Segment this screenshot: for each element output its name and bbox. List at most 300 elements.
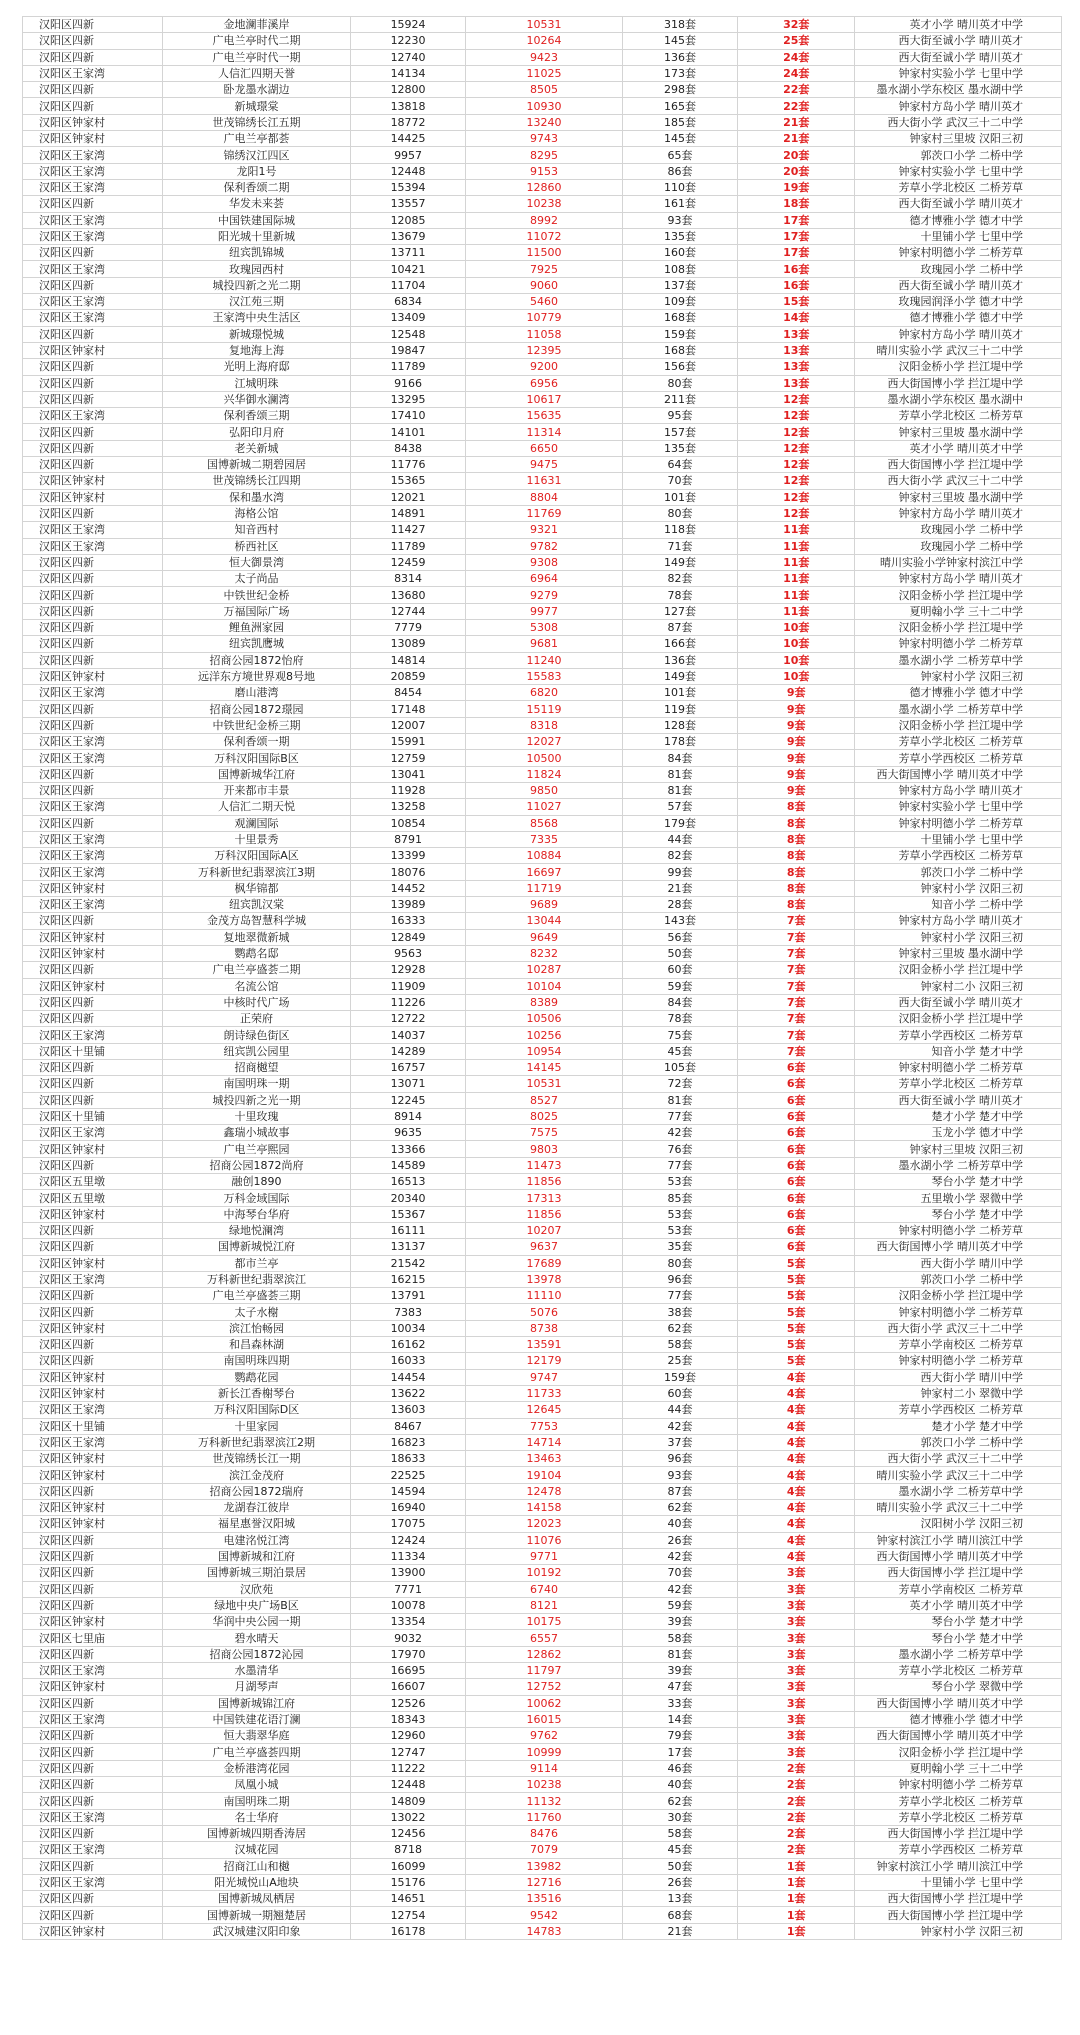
sold-cell: 11套	[738, 538, 855, 554]
table-row	[23, 1174, 1062, 1190]
listings-cell: 53套	[622, 1174, 737, 1190]
area-cell: 汉阳区王家湾	[23, 1809, 163, 1825]
schools-cell: 钟家村三里坡 汉阳三初	[855, 131, 1062, 147]
community-cell: 万科金域国际	[163, 1190, 351, 1206]
area-cell: 汉阳区四新	[23, 554, 163, 570]
sold-cell: 12套	[738, 408, 855, 424]
listings-cell: 42套	[622, 1548, 737, 1564]
price-cell: 8314	[350, 571, 465, 587]
schools-cell: 芳草小学北校区 二桥芳草	[855, 1076, 1062, 1092]
schools-cell: 玫瑰园小学 二桥中学	[855, 538, 1062, 554]
listings-cell: 28套	[622, 897, 737, 913]
area-cell: 汉阳区钟家村	[23, 1679, 163, 1695]
community-cell: 国博新城华江府	[163, 766, 351, 782]
sold-cell: 17套	[738, 212, 855, 228]
sold-cell: 4套	[738, 1516, 855, 1532]
community-cell: 桥西社区	[163, 538, 351, 554]
sold-cell: 13套	[738, 326, 855, 342]
price-cell: 10078	[350, 1597, 465, 1613]
schools-cell: 十里铺小学 七里中学	[855, 228, 1062, 244]
table-row	[23, 1597, 1062, 1613]
area-cell: 汉阳区钟家村	[23, 1467, 163, 1483]
sold-cell: 4套	[738, 1369, 855, 1385]
listings-cell: 137套	[622, 277, 737, 293]
area-cell: 汉阳区四新	[23, 1777, 163, 1793]
sold-cell: 7套	[738, 913, 855, 929]
price-cell: 11928	[350, 782, 465, 798]
area-cell: 汉阳区王家湾	[23, 750, 163, 766]
listings-cell: 157套	[622, 424, 737, 440]
community-cell: 南国明珠四期	[163, 1353, 351, 1369]
area-cell: 汉阳区钟家村	[23, 1923, 163, 1939]
listings-cell: 149套	[622, 554, 737, 570]
price-cell: 12740	[350, 49, 465, 65]
table-row	[23, 326, 1062, 342]
area-cell: 汉阳区四新	[23, 326, 163, 342]
table-row	[23, 49, 1062, 65]
sold-cell: 8套	[738, 897, 855, 913]
table-row	[23, 17, 1062, 33]
price-cell: 14651	[350, 1891, 465, 1907]
hot-price-cell: 13240	[466, 114, 623, 130]
price-cell: 12085	[350, 212, 465, 228]
listings-cell: 166套	[622, 636, 737, 652]
listings-cell: 44套	[622, 831, 737, 847]
area-cell: 汉阳区四新	[23, 636, 163, 652]
schools-cell: 西大街至诚小学 晴川英才	[855, 277, 1062, 293]
sold-cell: 5套	[738, 1255, 855, 1271]
table-row	[23, 1418, 1062, 1434]
community-cell: 国博新城凤栖居	[163, 1891, 351, 1907]
sold-cell: 12套	[738, 457, 855, 473]
schools-cell: 钟家村明德小学 二桥芳草	[855, 1060, 1062, 1076]
schools-cell: 钟家村方岛小学 晴川英才	[855, 571, 1062, 587]
schools-cell: 钟家村明德小学 二桥芳草	[855, 245, 1062, 261]
area-cell: 汉阳区四新	[23, 587, 163, 603]
community-cell: 福星惠誉汉阳城	[163, 1516, 351, 1532]
hot-price-cell: 11025	[466, 65, 623, 81]
hot-price-cell: 14158	[466, 1500, 623, 1516]
table-row	[23, 994, 1062, 1010]
sold-cell: 8套	[738, 880, 855, 896]
area-cell: 汉阳区王家湾	[23, 1434, 163, 1450]
area-cell: 汉阳区四新	[23, 82, 163, 98]
listings-cell: 87套	[622, 1483, 737, 1499]
hot-price-cell: 9475	[466, 457, 623, 473]
price-cell: 12424	[350, 1532, 465, 1548]
hot-price-cell: 12716	[466, 1874, 623, 1890]
community-cell: 招商公园1872璟园	[163, 701, 351, 717]
community-cell: 汉江苑三期	[163, 294, 351, 310]
hot-price-cell: 12027	[466, 734, 623, 750]
price-cell: 16178	[350, 1923, 465, 1939]
hot-price-cell: 8738	[466, 1320, 623, 1336]
area-cell: 汉阳区王家湾	[23, 1874, 163, 1890]
schools-cell: 钟家村二小 翠微中学	[855, 1385, 1062, 1401]
community-cell: 鲤鱼洲家园	[163, 619, 351, 635]
listings-cell: 78套	[622, 587, 737, 603]
listings-cell: 96套	[622, 1451, 737, 1467]
price-cell: 11226	[350, 994, 465, 1010]
community-cell: 新城璟悦城	[163, 326, 351, 342]
table-row	[23, 1565, 1062, 1581]
listings-cell: 53套	[622, 1222, 737, 1238]
price-cell: 16215	[350, 1271, 465, 1287]
schools-cell: 琴台小学 楚才中学	[855, 1630, 1062, 1646]
price-cell: 12007	[350, 717, 465, 733]
table-row	[23, 1500, 1062, 1516]
table-row	[23, 1793, 1062, 1809]
table-row	[23, 734, 1062, 750]
price-cell: 12448	[350, 163, 465, 179]
table-row	[23, 1239, 1062, 1255]
hot-price-cell: 10062	[466, 1695, 623, 1711]
community-cell: 国博新城锦江府	[163, 1695, 351, 1711]
price-cell: 14454	[350, 1369, 465, 1385]
listings-cell: 84套	[622, 750, 737, 766]
price-cell: 8467	[350, 1418, 465, 1434]
listings-cell: 119套	[622, 701, 737, 717]
community-cell: 凤凰小城	[163, 1777, 351, 1793]
community-cell: 老关新城	[163, 440, 351, 456]
sold-cell: 6套	[738, 1076, 855, 1092]
listings-cell: 47套	[622, 1679, 737, 1695]
hot-price-cell: 8505	[466, 82, 623, 98]
area-cell: 汉阳区钟家村	[23, 929, 163, 945]
table-row	[23, 1614, 1062, 1630]
community-cell: 新城璟棠	[163, 98, 351, 114]
sold-cell: 7套	[738, 962, 855, 978]
listings-cell: 87套	[622, 619, 737, 635]
schools-cell: 十里铺小学 七里中学	[855, 1874, 1062, 1890]
listings-cell: 168套	[622, 310, 737, 326]
table-row	[23, 391, 1062, 407]
hot-price-cell: 10500	[466, 750, 623, 766]
sold-cell: 3套	[738, 1711, 855, 1727]
sold-cell: 3套	[738, 1646, 855, 1662]
sold-cell: 8套	[738, 815, 855, 831]
area-cell: 汉阳区四新	[23, 1076, 163, 1092]
sold-cell: 8套	[738, 831, 855, 847]
price-cell: 16940	[350, 1500, 465, 1516]
area-cell: 汉阳区四新	[23, 1011, 163, 1027]
table-row	[23, 1304, 1062, 1320]
table-row	[23, 1271, 1062, 1287]
sold-cell: 12套	[738, 505, 855, 521]
community-cell: 南国明珠二期	[163, 1793, 351, 1809]
schools-cell: 钟家村二小 汉阳三初	[855, 978, 1062, 994]
price-cell: 15365	[350, 473, 465, 489]
schools-cell: 西大街国博小学 拦江堤中学	[855, 1565, 1062, 1581]
listings-cell: 136套	[622, 652, 737, 668]
sold-cell: 9套	[738, 734, 855, 750]
sold-cell: 2套	[738, 1793, 855, 1809]
area-cell: 汉阳区钟家村	[23, 880, 163, 896]
community-cell: 国博新城二期碧园居	[163, 457, 351, 473]
area-cell: 汉阳区四新	[23, 1060, 163, 1076]
table-row	[23, 1711, 1062, 1727]
area-cell: 汉阳区五里墩	[23, 1190, 163, 1206]
schools-cell: 钟家村小学 汉阳三初	[855, 1923, 1062, 1939]
price-cell: 13603	[350, 1402, 465, 1418]
listings-cell: 77套	[622, 1108, 737, 1124]
hot-price-cell: 11719	[466, 880, 623, 896]
hot-price-cell: 11631	[466, 473, 623, 489]
table-row	[23, 1288, 1062, 1304]
sold-cell: 8套	[738, 864, 855, 880]
area-cell: 汉阳区四新	[23, 1728, 163, 1744]
community-cell: 招商公园1872瑞府	[163, 1483, 351, 1499]
listings-cell: 62套	[622, 1793, 737, 1809]
table-row	[23, 342, 1062, 358]
area-cell: 汉阳区四新	[23, 277, 163, 293]
schools-cell: 汉阳金桥小学 拦江堤中学	[855, 1744, 1062, 1760]
schools-cell: 钟家村三里坡 汉阳三初	[855, 1141, 1062, 1157]
sold-cell: 7套	[738, 945, 855, 961]
sold-cell: 4套	[738, 1548, 855, 1564]
sold-cell: 17套	[738, 228, 855, 244]
sold-cell: 22套	[738, 82, 855, 98]
area-cell: 汉阳区四新	[23, 652, 163, 668]
sold-cell: 10套	[738, 636, 855, 652]
area-cell: 汉阳区王家湾	[23, 799, 163, 815]
hot-price-cell: 9321	[466, 522, 623, 538]
sold-cell: 10套	[738, 652, 855, 668]
table-row	[23, 1467, 1062, 1483]
sold-cell: 2套	[738, 1809, 855, 1825]
community-cell: 纽宾凯汉棠	[163, 897, 351, 913]
community-cell: 中铁世纪金桥	[163, 587, 351, 603]
price-cell: 12960	[350, 1728, 465, 1744]
listings-cell: 46套	[622, 1760, 737, 1776]
price-cell: 14452	[350, 880, 465, 896]
sold-cell: 20套	[738, 163, 855, 179]
listings-cell: 185套	[622, 114, 737, 130]
price-cell: 12759	[350, 750, 465, 766]
hot-price-cell: 11058	[466, 326, 623, 342]
sold-cell: 3套	[738, 1695, 855, 1711]
listings-cell: 40套	[622, 1777, 737, 1793]
listings-cell: 72套	[622, 1076, 737, 1092]
area-cell: 汉阳区钟家村	[23, 1320, 163, 1336]
hot-price-cell: 10531	[466, 17, 623, 33]
listings-cell: 45套	[622, 1043, 737, 1059]
schools-cell: 晴川实验小学钟家村滨江中学	[855, 554, 1062, 570]
schools-cell: 英才小学 晴川英才中学	[855, 1597, 1062, 1613]
sold-cell: 3套	[738, 1630, 855, 1646]
listings-cell: 33套	[622, 1695, 737, 1711]
hot-price-cell: 16015	[466, 1711, 623, 1727]
schools-cell: 西大街国博小学 晴川英才中学	[855, 1728, 1062, 1744]
hot-price-cell: 14145	[466, 1060, 623, 1076]
table-row	[23, 163, 1062, 179]
schools-cell: 郭茨口小学 二桥中学	[855, 1434, 1062, 1450]
area-cell: 汉阳区钟家村	[23, 1614, 163, 1630]
hot-price-cell: 9850	[466, 782, 623, 798]
schools-cell: 西大街国博小学 拦江堤中学	[855, 457, 1062, 473]
schools-cell: 芳草小学北校区 二桥芳草	[855, 1793, 1062, 1809]
table-row	[23, 1695, 1062, 1711]
community-cell: 广电兰亭盛荟三期	[163, 1288, 351, 1304]
table-row	[23, 1141, 1062, 1157]
hot-price-cell: 6956	[466, 375, 623, 391]
community-cell: 十里景秀	[163, 831, 351, 847]
schools-cell: 芳草小学西校区 二桥芳草	[855, 750, 1062, 766]
schools-cell: 芳草小学南校区 二桥芳草	[855, 1337, 1062, 1353]
listings-cell: 42套	[622, 1418, 737, 1434]
area-cell: 汉阳区四新	[23, 33, 163, 49]
listings-cell: 70套	[622, 473, 737, 489]
price-cell: 14425	[350, 131, 465, 147]
community-cell: 万科新世纪翡翠滨江3期	[163, 864, 351, 880]
listings-cell: 93套	[622, 212, 737, 228]
table-row	[23, 1402, 1062, 1418]
area-cell: 汉阳区四新	[23, 1239, 163, 1255]
area-cell: 汉阳区四新	[23, 815, 163, 831]
table-row	[23, 473, 1062, 489]
table-row	[23, 685, 1062, 701]
price-cell: 17410	[350, 408, 465, 424]
price-cell: 16695	[350, 1662, 465, 1678]
area-cell: 汉阳区四新	[23, 98, 163, 114]
schools-cell: 钟家村方岛小学 晴川英才	[855, 913, 1062, 929]
listings-cell: 58套	[622, 1630, 737, 1646]
price-cell: 18633	[350, 1451, 465, 1467]
listings-cell: 173套	[622, 65, 737, 81]
price-cell: 18076	[350, 864, 465, 880]
area-cell: 汉阳区四新	[23, 1825, 163, 1841]
table-row	[23, 554, 1062, 570]
listings-cell: 77套	[622, 1288, 737, 1304]
sold-cell: 11套	[738, 522, 855, 538]
price-cell: 11909	[350, 978, 465, 994]
price-cell: 12928	[350, 962, 465, 978]
community-cell: 王家湾中央生活区	[163, 310, 351, 326]
schools-cell: 钟家村方岛小学 晴川英才	[855, 326, 1062, 342]
table-row	[23, 489, 1062, 505]
schools-cell: 汉阳金桥小学 拦江堤中学	[855, 1288, 1062, 1304]
sold-cell: 32套	[738, 17, 855, 33]
table-row	[23, 522, 1062, 538]
sold-cell: 11套	[738, 603, 855, 619]
community-cell: 弘阳印月府	[163, 424, 351, 440]
price-cell: 12021	[350, 489, 465, 505]
table-row	[23, 1646, 1062, 1662]
sold-cell: 5套	[738, 1353, 855, 1369]
hot-price-cell: 8232	[466, 945, 623, 961]
price-cell: 8454	[350, 685, 465, 701]
listings-cell: 160套	[622, 245, 737, 261]
price-cell: 13071	[350, 1076, 465, 1092]
price-cell: 13900	[350, 1565, 465, 1581]
community-cell: 华润中央公园一期	[163, 1614, 351, 1630]
price-cell: 14589	[350, 1157, 465, 1173]
community-cell: 世茂锦绣长江五期	[163, 114, 351, 130]
price-cell: 12459	[350, 554, 465, 570]
hot-price-cell: 8318	[466, 717, 623, 733]
area-cell: 汉阳区四新	[23, 571, 163, 587]
sold-cell: 9套	[738, 701, 855, 717]
listings-cell: 105套	[622, 1060, 737, 1076]
hot-price-cell: 6820	[466, 685, 623, 701]
price-cell: 16033	[350, 1353, 465, 1369]
hot-price-cell: 11500	[466, 245, 623, 261]
table-row	[23, 1353, 1062, 1369]
sold-cell: 4套	[738, 1500, 855, 1516]
schools-cell: 西大街至诚小学 晴川英才	[855, 1092, 1062, 1108]
schools-cell: 十里铺小学 七里中学	[855, 831, 1062, 847]
area-cell: 汉阳区王家湾	[23, 310, 163, 326]
sold-cell: 2套	[738, 1760, 855, 1776]
listings-cell: 211套	[622, 391, 737, 407]
hot-price-cell: 12862	[466, 1646, 623, 1662]
table-row	[23, 1662, 1062, 1678]
hot-price-cell: 9977	[466, 603, 623, 619]
community-cell: 鑫瑞小城故事	[163, 1125, 351, 1141]
area-cell: 汉阳区四新	[23, 1891, 163, 1907]
listings-cell: 99套	[622, 864, 737, 880]
sold-cell: 21套	[738, 131, 855, 147]
sold-cell: 9套	[738, 782, 855, 798]
area-cell: 汉阳区十里铺	[23, 1108, 163, 1124]
listings-cell: 39套	[622, 1662, 737, 1678]
area-cell: 汉阳区王家湾	[23, 864, 163, 880]
hot-price-cell: 11473	[466, 1157, 623, 1173]
sold-cell: 6套	[738, 1190, 855, 1206]
price-cell: 12747	[350, 1744, 465, 1760]
community-cell: 万科汉阳国际A区	[163, 848, 351, 864]
sold-cell: 7套	[738, 994, 855, 1010]
listings-cell: 178套	[622, 734, 737, 750]
table-row	[23, 1581, 1062, 1597]
price-cell: 13680	[350, 587, 465, 603]
table-row	[23, 277, 1062, 293]
table-row	[23, 114, 1062, 130]
price-cell: 20340	[350, 1190, 465, 1206]
schools-cell: 西大街小学 武汉三十二中学	[855, 1451, 1062, 1467]
community-cell: 名士华府	[163, 1809, 351, 1825]
hot-price-cell: 11856	[466, 1174, 623, 1190]
community-cell: 招商樾望	[163, 1060, 351, 1076]
hot-price-cell: 13591	[466, 1337, 623, 1353]
sold-cell: 2套	[738, 1842, 855, 1858]
sold-cell: 8套	[738, 799, 855, 815]
listings-cell: 59套	[622, 1597, 737, 1613]
table-row	[23, 1891, 1062, 1907]
schools-cell: 汉阳金桥小学 拦江堤中学	[855, 587, 1062, 603]
schools-cell: 西大街国博小学 晴川英才中学	[855, 1548, 1062, 1564]
area-cell: 汉阳区四新	[23, 994, 163, 1010]
listings-cell: 118套	[622, 522, 737, 538]
listings-cell: 159套	[622, 326, 737, 342]
price-cell: 14814	[350, 652, 465, 668]
area-cell: 汉阳区王家湾	[23, 1125, 163, 1141]
table-row	[23, 457, 1062, 473]
community-cell: 华发未来荟	[163, 196, 351, 212]
hot-price-cell: 7753	[466, 1418, 623, 1434]
price-cell: 9563	[350, 945, 465, 961]
schools-cell: 钟家村三里坡 墨水湖中学	[855, 945, 1062, 961]
listings-cell: 127套	[622, 603, 737, 619]
area-cell: 汉阳区王家湾	[23, 294, 163, 310]
area-cell: 汉阳区四新	[23, 1157, 163, 1173]
area-cell: 汉阳区王家湾	[23, 1271, 163, 1287]
area-cell: 汉阳区王家湾	[23, 685, 163, 701]
listings-cell: 17套	[622, 1744, 737, 1760]
community-cell: 中核时代广场	[163, 994, 351, 1010]
schools-cell: 琴台小学 楚才中学	[855, 1206, 1062, 1222]
sold-cell: 3套	[738, 1597, 855, 1613]
